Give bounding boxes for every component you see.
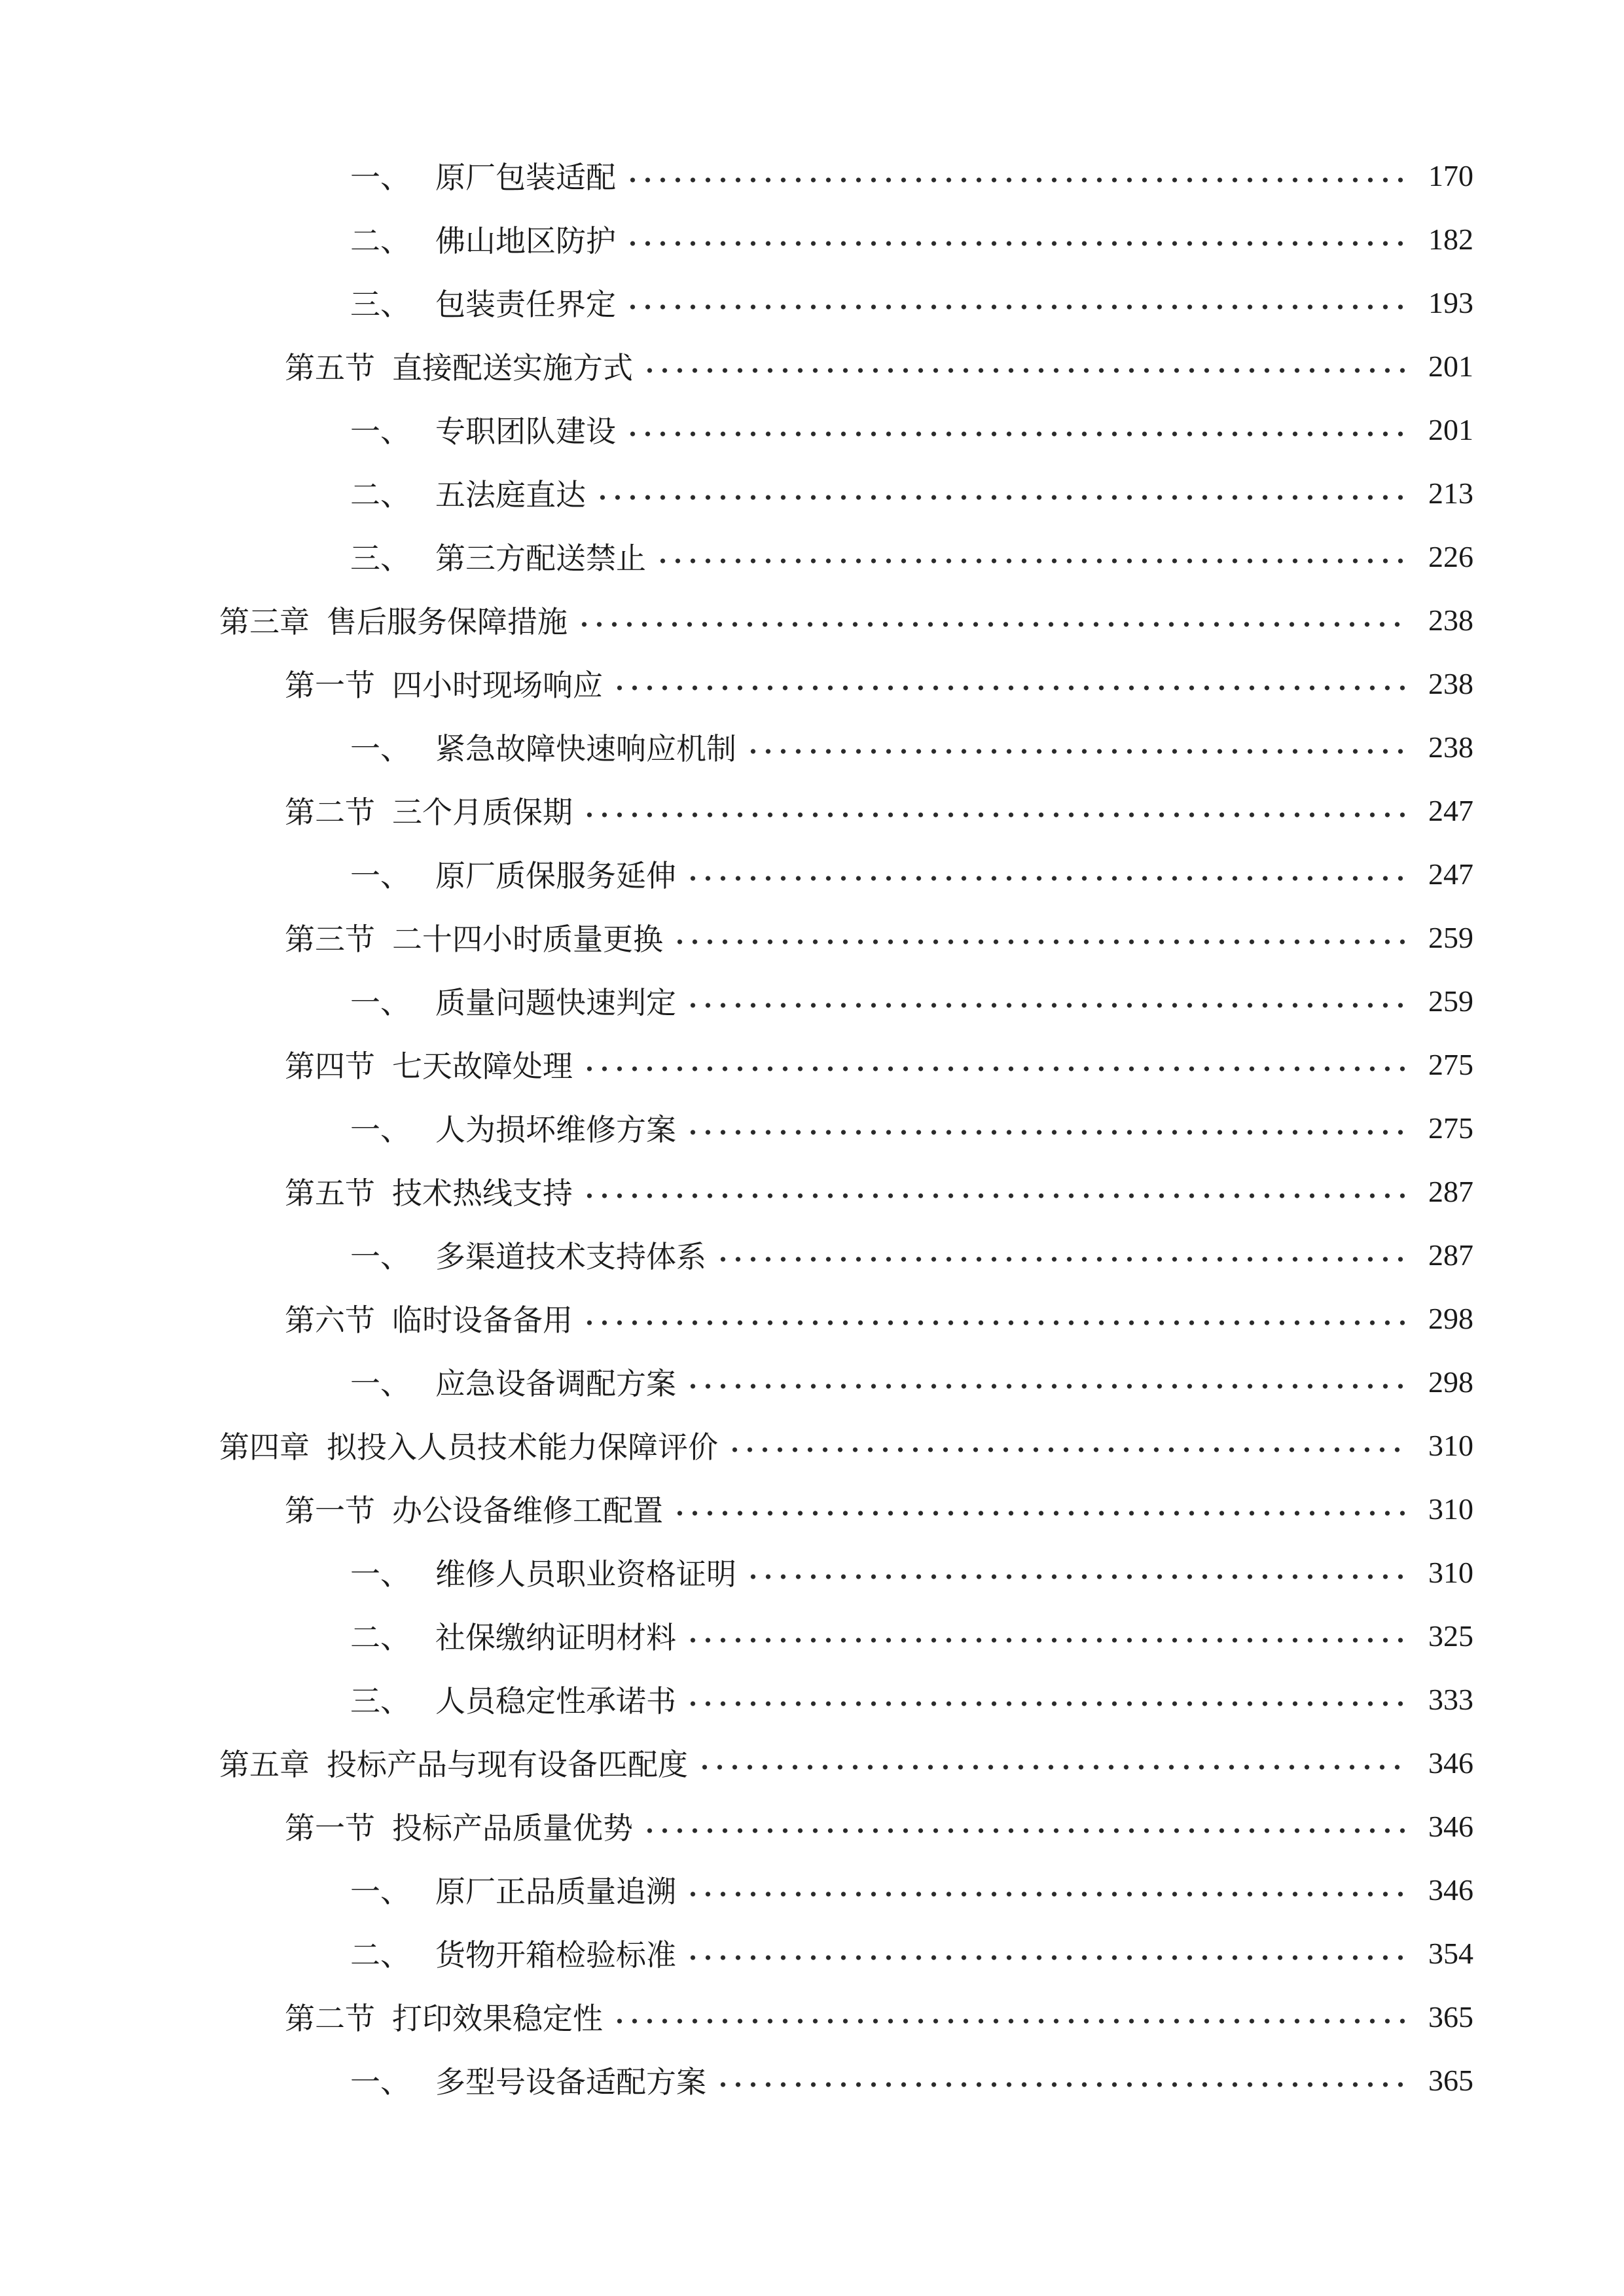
toc-section-number: 第四节 — [285, 1049, 375, 1084]
toc-entry-number: 三、 — [350, 541, 410, 576]
toc-section-number: 第二节 — [285, 2001, 375, 2036]
toc-section-title: 七天故障处理 — [392, 1049, 573, 1084]
toc-section-page-number: 201 — [1428, 349, 1473, 383]
toc-dot-leader — [685, 1001, 1405, 1009]
toc-entry-title: 佛山地区防护 — [435, 223, 616, 259]
toc-section-item[interactable] — [285, 784, 1473, 836]
toc-entry-number: 一、 — [350, 858, 410, 893]
toc-entry-page-number: 310 — [1428, 1555, 1473, 1589]
toc-entry-number: 一、 — [350, 414, 410, 449]
toc-entry-number: 一、 — [350, 1239, 410, 1274]
toc-chapter-title: 投标产品与现有设备匹配度 — [327, 1747, 688, 1782]
toc-entry-item[interactable] — [350, 467, 1473, 519]
toc-entry-number: 二、 — [350, 223, 410, 259]
toc-section-page-number: 247 — [1428, 793, 1473, 827]
toc-dot-leader — [685, 1890, 1405, 1898]
toc-entry-item[interactable] — [350, 1546, 1473, 1598]
toc-entry-page-number: 298 — [1428, 1365, 1473, 1399]
toc-entry-page-number: 365 — [1428, 2063, 1473, 2097]
toc-chapter-page-number: 346 — [1428, 1746, 1473, 1780]
toc-section-number: 第六节 — [285, 1302, 375, 1338]
toc-entry-page-number: 333 — [1428, 1682, 1473, 1716]
toc-entry-number: 一、 — [350, 1556, 410, 1592]
toc-section-page-number: 346 — [1428, 1809, 1473, 1843]
toc-section-item[interactable] — [285, 1292, 1473, 1344]
toc-entry-number: 二、 — [350, 1620, 410, 1655]
toc-dot-leader — [746, 1573, 1405, 1581]
toc-section-item[interactable] — [285, 1990, 1473, 2043]
toc-entry-number: 一、 — [350, 731, 410, 766]
toc-entry-page-number: 259 — [1428, 984, 1473, 1018]
toc-section-page-number: 238 — [1428, 666, 1473, 700]
toc-section-item[interactable] — [285, 911, 1473, 963]
toc-dot-leader — [625, 176, 1405, 184]
toc-entry-title: 人员稳定性承诺书 — [435, 1683, 676, 1719]
toc-entry-number: 一、 — [350, 160, 410, 195]
toc-dot-leader — [697, 1763, 1405, 1771]
toc-dot-leader — [612, 684, 1405, 692]
toc-section-title: 投标产品质量优势 — [392, 1810, 633, 1846]
toc-entry-page-number: 325 — [1428, 1619, 1473, 1653]
toc-section-title: 临时设备备用 — [392, 1302, 573, 1338]
toc-section-title: 打印效果稳定性 — [392, 2001, 603, 2036]
toc-entry-item[interactable] — [350, 848, 1473, 900]
toc-chapter-title: 售后服务保障措施 — [327, 604, 568, 639]
toc-chapter-title: 拟投入人员技术能力保障评价 — [327, 1429, 718, 1465]
toc-dot-leader — [685, 1954, 1405, 1962]
toc-entry-page-number: 182 — [1428, 222, 1473, 256]
toc-section-page-number: 298 — [1428, 1301, 1473, 1335]
toc-dot-leader — [612, 2017, 1405, 2025]
toc-entry-page-number: 247 — [1428, 857, 1473, 891]
toc-chapter-number: 第三章 — [219, 604, 310, 639]
toc-entry-title: 专职团队建设 — [435, 414, 616, 449]
toc-entry-title: 原厂正品质量追溯 — [435, 1874, 676, 1909]
toc-dot-leader — [582, 1192, 1405, 1200]
toc-section-page-number: 287 — [1428, 1174, 1473, 1208]
toc-entry-number: 二、 — [350, 477, 410, 512]
toc-entry-number: 三、 — [350, 287, 410, 322]
toc-entry-item[interactable] — [350, 1102, 1473, 1154]
toc-entry-item[interactable] — [350, 530, 1473, 583]
toc-section-page-number: 365 — [1428, 2000, 1473, 2034]
toc-chapter-number: 第五章 — [219, 1747, 310, 1782]
toc-entry-page-number: 354 — [1428, 1936, 1473, 1970]
toc-chapter-page-number: 238 — [1428, 603, 1473, 637]
toc-entry-title: 社保缴纳证明材料 — [435, 1620, 676, 1655]
toc-dot-leader — [582, 811, 1405, 819]
toc-entry-number: 一、 — [350, 1112, 410, 1147]
toc-entry-title: 原厂包装适配 — [435, 160, 616, 195]
toc-chapter-page-number: 310 — [1428, 1428, 1473, 1462]
toc-entry-title: 应急设备调配方案 — [435, 1366, 676, 1401]
toc-entry-item[interactable] — [350, 1927, 1473, 1979]
toc-dot-leader — [672, 938, 1405, 946]
toc-section-number: 第一节 — [285, 668, 375, 703]
toc-entry-number: 三、 — [350, 1683, 410, 1719]
toc-entry-number: 二、 — [350, 1937, 410, 1973]
toc-section-number: 第一节 — [285, 1493, 375, 1528]
toc-entry-title: 紧急故障快速响应机制 — [435, 731, 736, 766]
toc-dot-leader — [685, 1128, 1405, 1136]
toc-dot-leader — [727, 1446, 1405, 1454]
toc-section-number: 第三节 — [285, 922, 375, 957]
toc-section-title: 二十四小时质量更换 — [392, 922, 663, 957]
toc-entry-page-number: 170 — [1428, 158, 1473, 192]
toc-section-number: 第五节 — [285, 350, 375, 386]
toc-entry-title: 多型号设备适配方案 — [435, 2064, 706, 2100]
toc-entry-page-number: 275 — [1428, 1111, 1473, 1145]
toc-entry-page-number: 213 — [1428, 476, 1473, 510]
toc-section-item[interactable] — [285, 1038, 1473, 1090]
toc-section-page-number: 310 — [1428, 1492, 1473, 1526]
toc-dot-leader — [685, 874, 1405, 882]
toc-entry-item[interactable] — [350, 975, 1473, 1027]
toc-entry-number: 一、 — [350, 2064, 410, 2100]
toc-dot-leader — [625, 430, 1405, 438]
toc-entry-page-number: 346 — [1428, 1873, 1473, 1907]
toc-section-item[interactable] — [285, 1165, 1473, 1217]
toc-entry-page-number: 238 — [1428, 730, 1473, 764]
toc-dot-leader — [746, 747, 1405, 755]
toc-section-number: 第一节 — [285, 1810, 375, 1846]
toc-entry-page-number: 287 — [1428, 1238, 1473, 1272]
toc-entry-item[interactable] — [350, 2054, 1473, 2106]
toc-entry-item[interactable] — [350, 276, 1473, 329]
toc-dot-leader — [642, 367, 1405, 374]
toc-entry-item[interactable] — [350, 1229, 1473, 1281]
toc-entry-title: 货物开箱检验标准 — [435, 1937, 676, 1973]
toc-entry-title: 质量问题快速判定 — [435, 985, 676, 1020]
toc-section-page-number: 275 — [1428, 1047, 1473, 1081]
toc-entry-number: 一、 — [350, 1366, 410, 1401]
toc-dot-leader — [685, 1636, 1405, 1644]
toc-entry-title: 五法庭直达 — [435, 477, 586, 512]
toc-dot-leader — [625, 303, 1405, 311]
toc-entry-item[interactable] — [350, 403, 1473, 456]
toc-dot-leader — [595, 493, 1405, 501]
toc-section-item[interactable] — [285, 340, 1473, 392]
toc-entry-title: 原厂质保服务延伸 — [435, 858, 676, 893]
toc-dot-leader — [577, 620, 1405, 628]
toc-entry-number: 一、 — [350, 1874, 410, 1909]
toc-section-title: 三个月质保期 — [392, 795, 573, 830]
toc-entry-title: 包装责任界定 — [435, 287, 616, 322]
toc-section-item[interactable] — [285, 657, 1473, 709]
toc-entry-page-number: 226 — [1428, 539, 1473, 573]
toc-section-title: 办公设备维修工配置 — [392, 1493, 663, 1528]
toc-dot-leader — [582, 1319, 1405, 1327]
toc-entry-title: 多渠道技术支持体系 — [435, 1239, 706, 1274]
toc-dot-leader — [672, 1509, 1405, 1517]
toc-dot-leader — [642, 1827, 1405, 1835]
toc-entry-title: 维修人员职业资格证明 — [435, 1556, 736, 1592]
toc-section-title: 四小时现场响应 — [392, 668, 603, 703]
toc-section-number: 第二节 — [285, 795, 375, 830]
toc-dot-leader — [715, 2081, 1405, 2089]
toc-section-title: 直接配送实施方式 — [392, 350, 633, 386]
toc-chapter-item[interactable] — [219, 594, 1473, 646]
toc-entry-item[interactable] — [350, 1863, 1473, 1916]
toc-entry-number: 一、 — [350, 985, 410, 1020]
toc-section-item[interactable] — [285, 1482, 1473, 1535]
toc-entry-item[interactable] — [350, 149, 1473, 202]
toc-entry-title: 第三方配送禁止 — [435, 541, 646, 576]
toc-dot-leader — [715, 1255, 1405, 1263]
toc-entry-page-number: 193 — [1428, 285, 1473, 319]
toc-dot-leader — [685, 1700, 1405, 1708]
toc-section-page-number: 259 — [1428, 920, 1473, 954]
toc-entry-title: 人为损坏维修方案 — [435, 1112, 676, 1147]
toc-dot-leader — [582, 1065, 1405, 1073]
toc-section-item[interactable] — [285, 1800, 1473, 1852]
toc-section-number: 第五节 — [285, 1175, 375, 1211]
toc-entry-item[interactable] — [350, 721, 1473, 773]
toc-dot-leader — [625, 240, 1405, 247]
toc-entry-page-number: 201 — [1428, 412, 1473, 446]
toc-chapter-item[interactable] — [219, 1736, 1473, 1789]
toc-section-title: 技术热线支持 — [392, 1175, 573, 1211]
toc-dot-leader — [685, 1382, 1405, 1390]
toc-entry-item[interactable] — [350, 1609, 1473, 1662]
toc-entry-item[interactable] — [350, 1355, 1473, 1408]
toc-entry-item[interactable] — [350, 1673, 1473, 1725]
toc-chapter-item[interactable] — [219, 1419, 1473, 1471]
toc-dot-leader — [655, 557, 1405, 565]
toc-entry-item[interactable] — [350, 213, 1473, 265]
toc-chapter-number: 第四章 — [219, 1429, 310, 1465]
